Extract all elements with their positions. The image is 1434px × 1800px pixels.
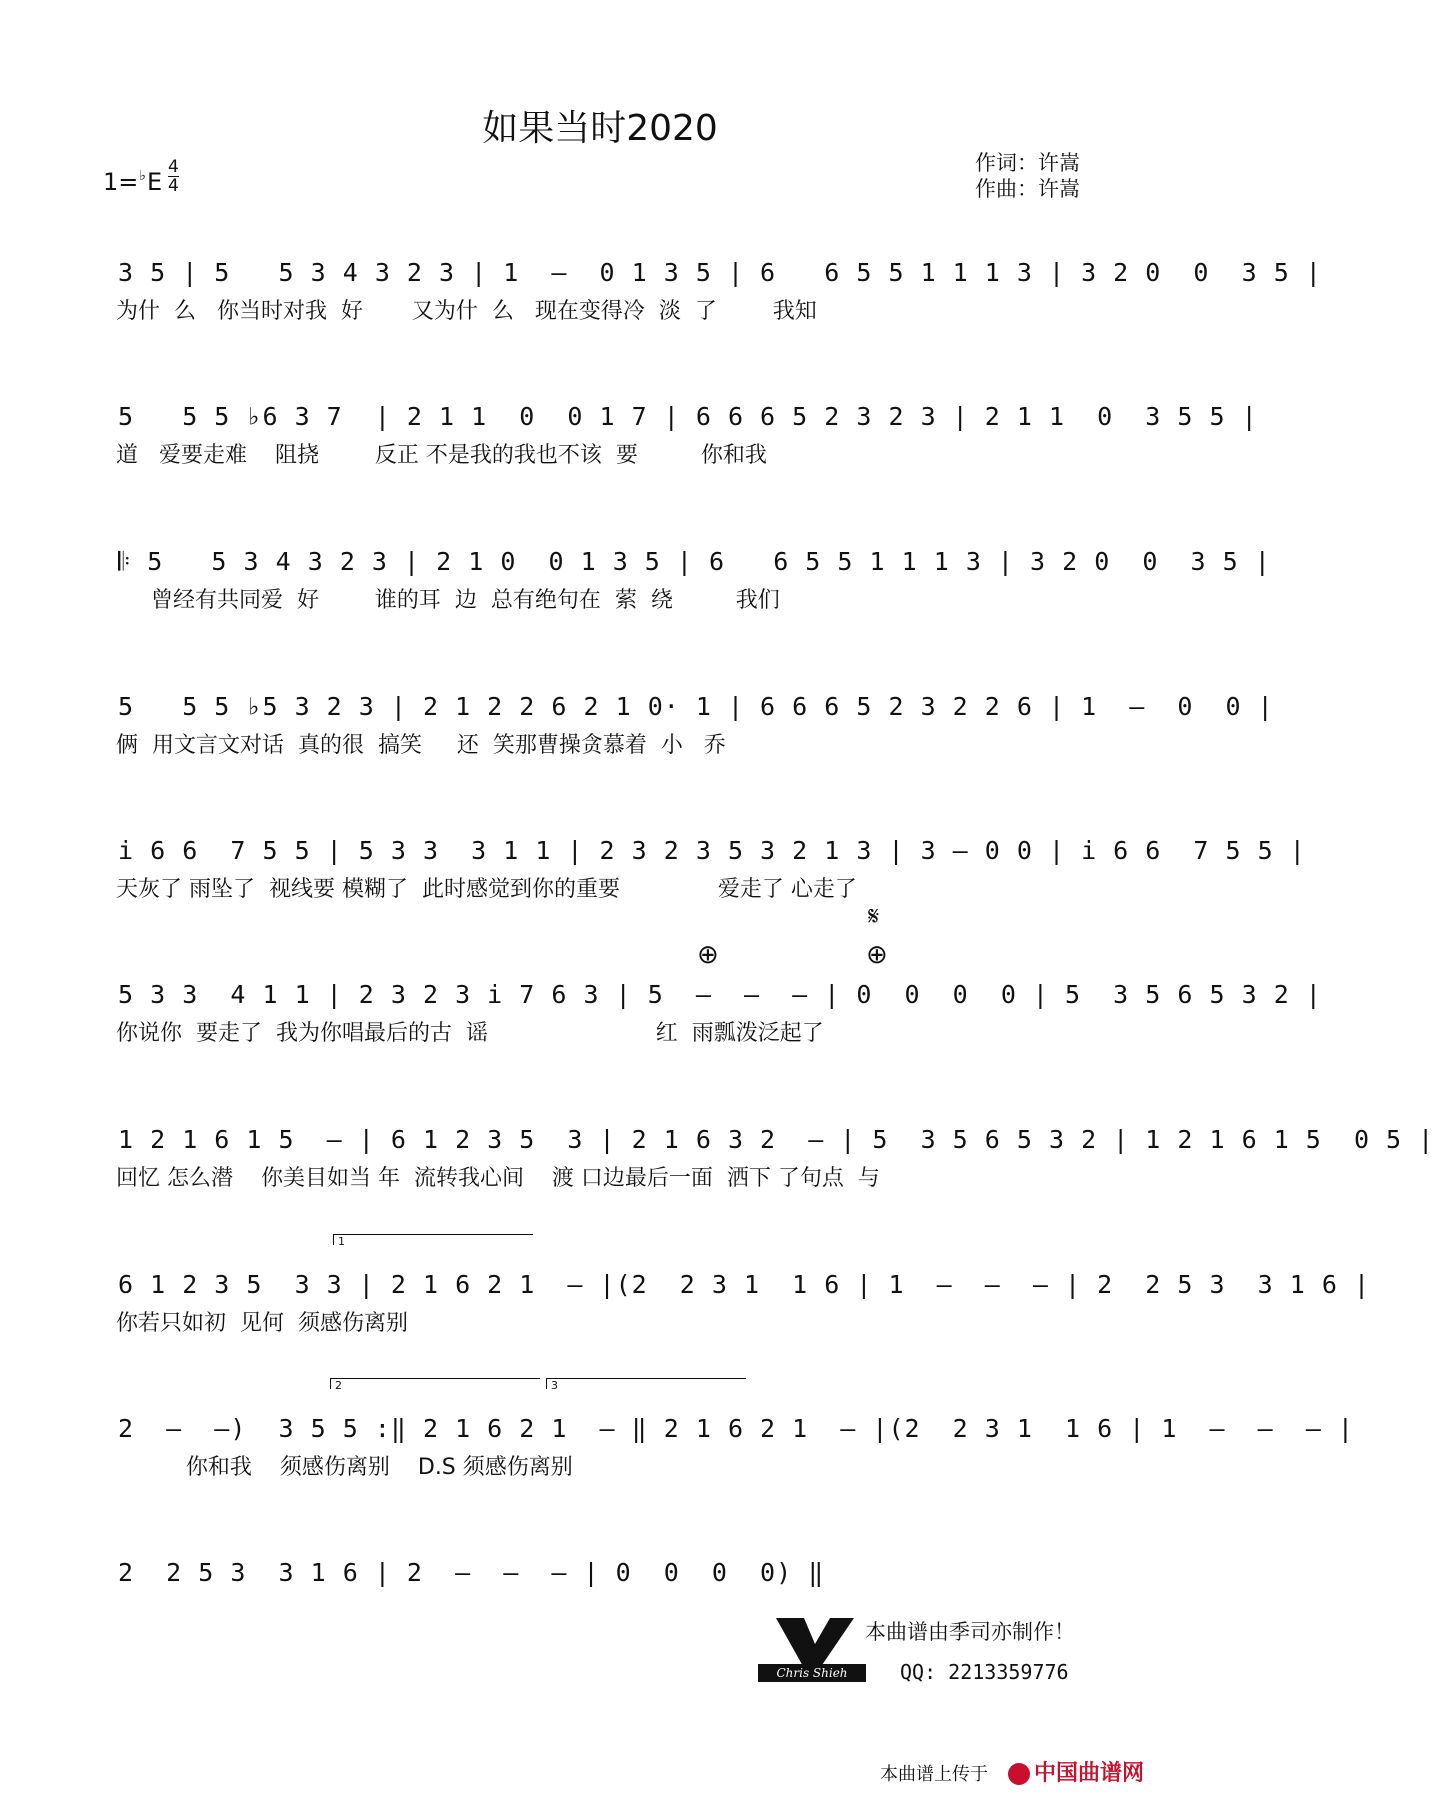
lyrics-line-4: 俩 用文言文对话 真的很 搞笑 还 笑那曹操贪慕着 小 乔: [116, 733, 726, 758]
lyricist-credit: 作词：许嵩: [975, 151, 1080, 175]
volta-label-3: 3: [551, 1379, 558, 1392]
lyrics-line-1: 为什 么 你当时对我 好 又为什 么 现在变得冷 淡 了 我知: [116, 299, 817, 324]
lyrics-line-7: 回忆 怎么潜 你美目如当 年 流转我心间 渡 口边最后一面 洒下 了句点 与: [116, 1166, 880, 1191]
lyrics-line-9: 你和我 须感伤离别 D.S 须感伤离别: [116, 1455, 573, 1480]
maker-credit: 本曲谱由季司亦制作！: [865, 1620, 1075, 1644]
notes-line-5: i 6 6 7 5 5 | 5 3 3 3 1 1 | 2 3 2 3 5 3 2 1 3 | 3 – 0 0 | i 6 6 7 5 5 |: [118, 836, 1306, 865]
music-line-6: [0, 980, 1322, 1090]
time-signature: [168, 158, 179, 195]
music-line-7: [0, 1125, 1434, 1235]
notes-line-7: 1 2 1 6 1 5 – | 6 1 2 3 5 3 | 2 1 6 3 2 – | 5 3 5 6 5 3 2 | 1 2 1 6 1 5 0 5 |: [118, 1125, 1434, 1154]
music-line-9: [0, 1414, 1354, 1524]
volta-bracket-2: [330, 1378, 540, 1392]
notes-line-4: 5 5 5 ♭5 3 2 3 | 2 1 2 2 6 2 1 0· 1 | 6 6 6 5 2 3 2 2 6 | 1 – 0 0 |: [118, 692, 1274, 721]
key-signature: [103, 168, 162, 196]
notes-line-1: 3 5 | 5 5 3 4 3 2 3 | 1 – 0 1 3 5 | 6 6 5 5 1 1 1 3 | 3 2 0 0 3 5 |: [118, 258, 1322, 287]
segno-sign: 𝄋: [868, 902, 880, 932]
site-name: 中国曲谱网: [1034, 1761, 1145, 1786]
notes-line-8: 6 1 2 3 5 3 3 | 2 1 6 2 1 – |(2 2 3 1 1 6 | 1 – – – | 2 2 5 3 3 1 6 |: [118, 1270, 1370, 1299]
volta-bracket-1: [333, 1234, 533, 1248]
key-note: E: [147, 168, 163, 196]
flat-sign: ♭: [139, 168, 146, 184]
volta-label-2: 2: [335, 1379, 342, 1392]
lyrics-line-6: 你说你 要走了 我为你唱最后的古 谣 红 雨瓢泼泛起了: [116, 1021, 824, 1046]
time-signature-bottom: 4: [168, 176, 179, 196]
music-line-5: [0, 836, 1306, 946]
qq-number: QQ: 2213359776: [900, 1660, 1069, 1684]
lyrics-line-5: 天灰了 雨坠了 视线要 模糊了 此时感觉到你的重要 爱走了 心走了: [116, 877, 857, 902]
logo-text: Chris Shieh: [758, 1664, 866, 1682]
lyrics-line-3: 曾经有共同爱 好 谁的耳 边 总有绝句在 萦 绕 我们: [116, 588, 780, 613]
coda-sign-1: ⊕: [697, 940, 719, 970]
song-title: 如果当时2020: [482, 108, 718, 149]
music-line-2: [0, 402, 1258, 512]
site-logo-icon: [1008, 1763, 1030, 1785]
time-signature-top: 4: [168, 157, 179, 177]
volta-bracket-3: [546, 1378, 746, 1392]
notes-line-10: 2 2 5 3 3 1 6 | 2 – – – | 0 0 0 0) ‖: [118, 1558, 825, 1587]
music-line-8: [0, 1270, 1370, 1380]
composer-credit: 作曲：许嵩: [975, 177, 1080, 201]
notes-line-9: 2 – –) 3 5 5 :‖ 2 1 6 2 1 – ‖ 2 1 6 2 1 – |(2 2 3 1 1 6 | 1 – – – |: [118, 1414, 1354, 1443]
key-prefix: 1=: [103, 168, 139, 196]
music-line-10: [0, 1558, 1200, 1668]
notes-line-3: 𝄆 5 5 3 4 3 2 3 | 2 1 0 0 1 3 5 | 6 6 5 5 1 1 1 3 | 3 2 0 0 3 5 |: [118, 547, 1271, 576]
upload-note: 本曲谱上传于: [880, 1764, 988, 1785]
volta-label-1: 1: [338, 1235, 345, 1248]
lyrics-line-8: 你若只如初 见何 须感伤离别: [116, 1311, 408, 1336]
music-line-3: [0, 547, 1271, 657]
music-line-4: [0, 692, 1274, 802]
coda-sign-2: ⊕: [866, 940, 888, 970]
credits: [975, 150, 1080, 202]
site-logo[interactable]: [1008, 1756, 1144, 1787]
notes-line-2: 5 5 5 ♭6 3 7 | 2 1 1 0 0 1 7 | 6 6 6 5 2 3 2 3 | 2 1 1 0 3 5 5 |: [118, 402, 1258, 431]
notes-line-6: 5 3 3 4 1 1 | 2 3 2 3 i 7 6 3 | 5 – – – | 0 0 0 0 | 5 3 5 6 5 3 2 |: [118, 980, 1322, 1009]
lyrics-line-2: 道 爱要走难 阻挠 反正 不是我的我也不该 要 你和我: [116, 443, 767, 468]
music-line-1: [0, 258, 1322, 368]
